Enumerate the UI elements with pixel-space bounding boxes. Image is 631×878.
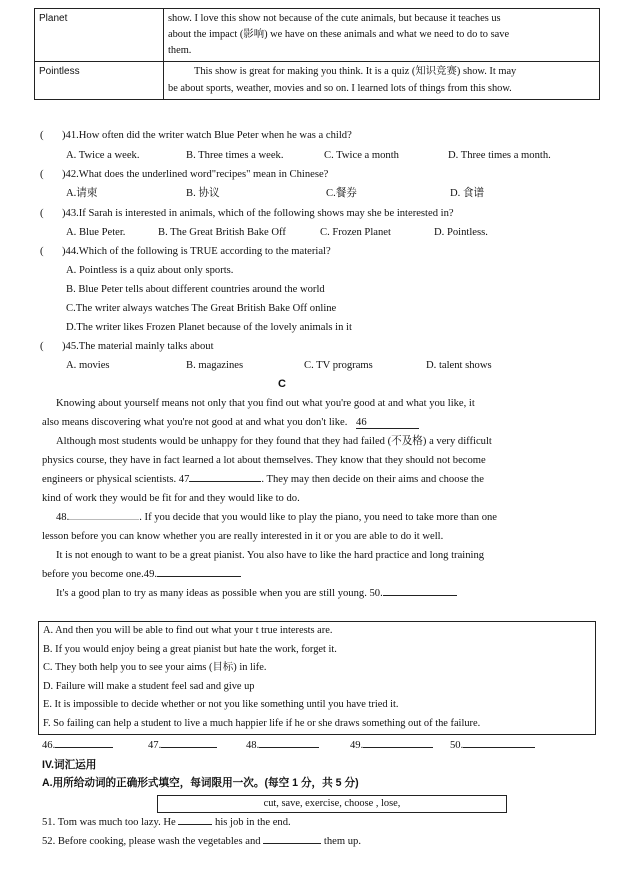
passage-text: . They may then decide on their aims and choose the (261, 474, 484, 485)
show-name: Pointless (35, 62, 164, 99)
answer-number: 47. (148, 740, 162, 751)
section-heading-a: A.用所给动词的正确形式填空，每词限用一次。(每空 1 分，共 5 分) (42, 777, 359, 789)
question-text: If Sarah is interested in animals, which of the following shows may she be interested in? (78, 208, 454, 219)
choice-option: E. It is impossible to decide whether or not you like something until you have tried it. (43, 699, 399, 711)
passage-line: It is not enough to want to be a great pianist. You also have to like the hard practice and long training (56, 550, 485, 561)
option[interactable]: C.The writer always watches The Great British Bake Off online (66, 303, 337, 314)
option[interactable]: D. Three times a month. (448, 150, 551, 161)
answer-paren[interactable]: ( (40, 246, 44, 257)
question-text: How often did the writer watch Blue Peter when he was a child? (78, 130, 352, 141)
option[interactable]: C. Frozen Planet (320, 227, 391, 238)
answer-number: 46. (42, 740, 56, 751)
passage-text: . If you decide that you would like to play the piano, you need to take more than one (139, 512, 497, 523)
question-number: )43. (62, 208, 79, 219)
option[interactable]: A. Twice a week. (66, 150, 140, 161)
blank-number: 46 (356, 417, 367, 428)
options-42 (66, 186, 606, 202)
option[interactable]: A.请柬 (66, 188, 98, 199)
option[interactable]: A. Blue Peter. (66, 227, 126, 238)
answer-paren[interactable]: ( (40, 208, 44, 219)
passage-line (42, 510, 600, 526)
question-51 (42, 815, 291, 831)
option[interactable]: D. talent shows (426, 360, 492, 371)
description-line: This show is great for making you think. It is a quiz (知识竞赛) show. It may (194, 66, 517, 78)
description-line: them. (168, 45, 192, 57)
passage-text: engineers or physical scientists. 47 (42, 474, 190, 485)
word-bank: cut, save, exercise, choose , lose, (157, 795, 507, 813)
choice-option: A. And then you will be able to find out what your t true interests are. (43, 625, 333, 636)
show-name: Planet (35, 9, 164, 62)
table-row (35, 62, 600, 99)
blank-50[interactable] (383, 595, 457, 596)
option[interactable]: C. TV programs (304, 360, 373, 371)
section-heading-iv: IV.词汇运用 (42, 759, 97, 771)
question-text: 51. Tom was much too lazy. He (42, 817, 176, 828)
passage-line (42, 586, 600, 602)
answer-blank[interactable] (161, 747, 217, 748)
show-description (164, 9, 600, 62)
answer-number: 49. (350, 740, 364, 751)
choices-box (38, 621, 596, 735)
passage-text: before you become one.49. (42, 569, 158, 580)
option[interactable]: B. 协议 (186, 188, 220, 199)
question-52 (42, 834, 361, 850)
question-number: )42. (62, 169, 79, 180)
question-43 (40, 206, 600, 222)
description-line: about the impact (影响) we have on these animals and what we need to do to save (168, 29, 510, 41)
options-45 (66, 358, 606, 374)
option[interactable]: C. Twice a month (324, 150, 399, 161)
question-text: his job in the end. (215, 817, 291, 828)
option[interactable]: D. Pointless. (434, 227, 488, 238)
passage-line (42, 472, 600, 488)
option[interactable]: C.餐券 (326, 188, 357, 199)
choice-option: F. So failing can help a student to live a much happier life if he or she draws something out of the failure. (43, 717, 481, 729)
answer-paren[interactable]: ( (40, 341, 44, 352)
passage-text: also means discovering what you're not good at and what you don't like. (42, 417, 348, 428)
question-number: )41. (62, 130, 79, 141)
question-41 (40, 128, 600, 144)
choice-option: D. Failure will make a student feel sad and give up (43, 680, 255, 692)
passage-line: Knowing about yourself means not only that you find out what you're good at and what you like, it (56, 398, 475, 409)
question-text: Which of the following is TRUE according to the material? (78, 246, 331, 257)
passage-line: Although most students would be unhappy for they found that they had failed (不及格) a very difficult (56, 436, 492, 447)
fill-blank-51[interactable] (178, 824, 212, 825)
fill-blank-52[interactable] (263, 843, 321, 844)
passage-line (42, 567, 600, 583)
options-41 (66, 148, 606, 164)
section-heading-c: C (278, 378, 286, 390)
blank-47[interactable] (189, 481, 261, 482)
blank-number: 48. (56, 512, 70, 523)
passage-line: kind of work they would be fit for and they would like to do. (42, 493, 300, 504)
blank-48[interactable] (69, 519, 139, 520)
question-44 (40, 244, 600, 260)
answer-paren[interactable]: ( (40, 130, 44, 141)
question-text: The material mainly talks about (78, 341, 214, 352)
blank-49[interactable] (157, 576, 241, 577)
blank-46[interactable] (356, 417, 419, 429)
option[interactable]: B. Three times a week. (186, 150, 284, 161)
question-42 (40, 167, 600, 183)
description-line: show. I love this show not because of the cute animals, but because it teaches us (168, 13, 501, 24)
question-number: )44. (62, 246, 79, 257)
option[interactable]: B. magazines (186, 360, 244, 371)
option[interactable]: A. movies (66, 360, 110, 371)
answer-number: 50. (450, 740, 464, 751)
answer-number: 48. (246, 740, 260, 751)
question-text: What does the underlined word"recipes" mean in Chinese? (78, 169, 329, 180)
answer-blank[interactable] (463, 747, 535, 748)
question-text: them up. (323, 836, 361, 847)
answer-blank[interactable] (55, 747, 113, 748)
question-text: 52. Before cooking, please wash the vegetables and (42, 836, 261, 847)
choice-option: B. If you would enjoy being a great pianist but hate the work, forget it. (43, 643, 337, 655)
description-line: be about sports, weather, movies and so on. I learned lots of things from this show. (168, 82, 512, 94)
answer-paren[interactable]: ( (40, 169, 44, 180)
show-description (164, 62, 600, 99)
options-43 (66, 225, 606, 241)
answer-blank[interactable] (259, 747, 319, 748)
question-number: )45. (62, 341, 79, 352)
tv-shows-table (34, 8, 600, 100)
question-45 (40, 339, 600, 355)
option[interactable]: D.The writer likes Frozen Planet because of the lovely animals in it (66, 322, 352, 333)
passage-line: physics course, they have in fact learned a lot about themselves. They know that they should not become (42, 455, 486, 466)
option[interactable]: B. Blue Peter tells about different countries around the world (66, 284, 325, 295)
passage-line: lesson before you can know whether you are really interested in it or you are able to do it well. (42, 531, 444, 542)
option[interactable]: A. Pointless is a quiz about only sports. (66, 265, 234, 276)
table-row (35, 9, 600, 62)
passage-line (42, 415, 600, 431)
option[interactable]: D. 食谱 (450, 188, 485, 199)
passage-text: It's a good plan to try as many ideas as possible when you are still young. 50. (56, 588, 383, 599)
choice-option: C. They both help you to see your aims (目标) in life. (43, 662, 267, 674)
answer-blank[interactable] (363, 747, 433, 748)
answer-row (42, 738, 602, 754)
option[interactable]: B. The Great British Bake Off (158, 227, 286, 238)
